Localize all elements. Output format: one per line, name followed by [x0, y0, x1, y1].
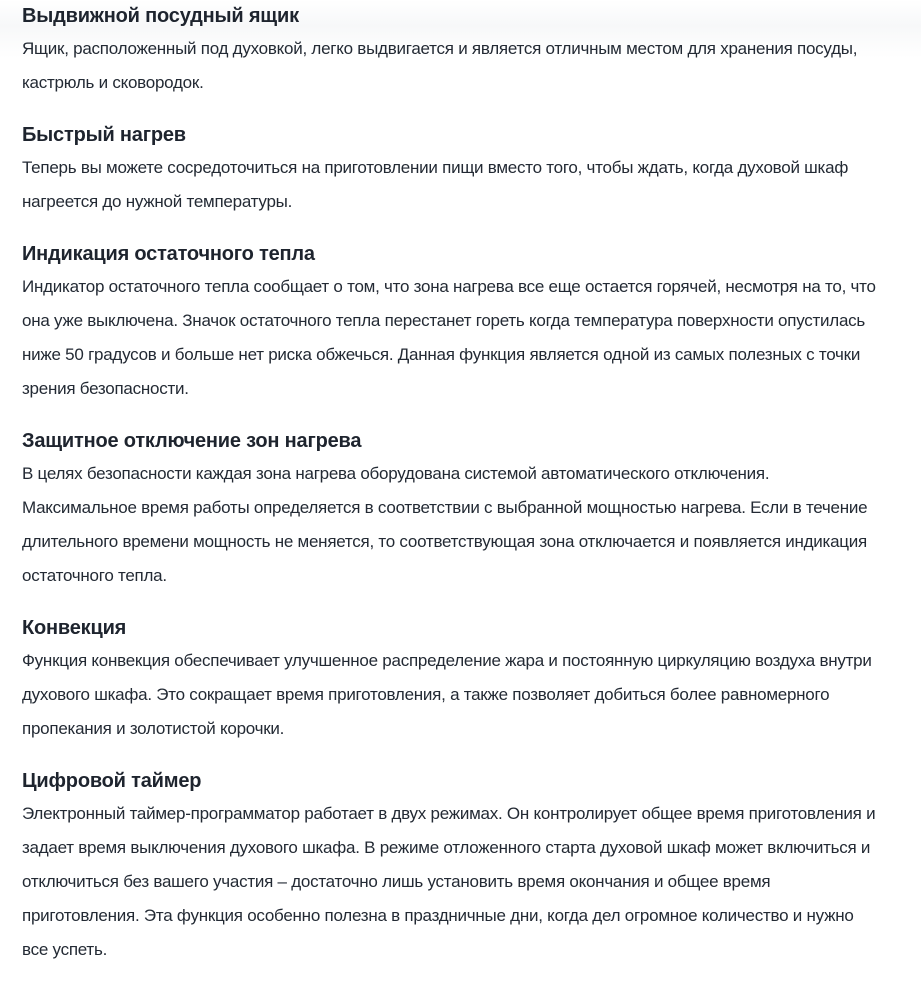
feature-section-convection [22, 616, 884, 746]
feature-section-residual-heat [22, 242, 884, 406]
feature-heading: Быстрый нагрев [22, 124, 186, 146]
feature-section-digital-timer [22, 769, 884, 967]
feature-paragraph: Ящик, расположенный под духовкой, легко выдвигается и является отличным местом для хранения посуды, кастрюль и сковородок. [22, 39, 858, 92]
feature-heading: Цифровой таймер [22, 770, 202, 792]
feature-paragraph: Электронный таймер-программатор работает в двух режимах. Он контролирует общее время приготовления и задает время выключения духового шкафа. В режиме отложенного старта духовой шкаф может включиться и отключиться без вашего участия – достаточно лишь установить время окончания и общее время приготовления. Эта функция особенно полезна в праздничные дни, когда дел огромное количество и нужно все успеть. [22, 804, 876, 959]
feature-paragraph: В целях безопасности каждая зона нагрева оборудована системой автоматического отключения. Максимальное время работы определяется в соответствии с выбранной мощностью нагрева. Если в течение длительного времени мощность не меняется, то соответствующая зона отключается и появляется индикация остаточного тепла. [22, 464, 868, 585]
feature-section-drawer [22, 4, 884, 100]
feature-section-fast-heating [22, 123, 884, 219]
feature-paragraph: Функция конвекция обеспечивает улучшенное распределение жара и постоянную циркуляцию воздуха внутри духового шкафа. Это сокращает время приготовления, а также позволяет добиться более равномерного пропекания и золотистой корочки. [22, 651, 872, 738]
feature-section-auto-shutoff [22, 429, 884, 593]
feature-paragraph: Индикатор остаточного тепла сообщает о том, что зона нагрева все еще остается горячей, несмотря на то, что она уже выключена. Значок остаточного тепла перестанет гореть когда температура поверхности опустилась ниже 50 градусов и больше нет риска обжечься. Данная функция является одной из самых полезных с точки зрения безопасности. [22, 277, 876, 398]
feature-heading: Выдвижной посудный ящик [22, 5, 299, 27]
feature-heading: Защитное отключение зон нагрева [22, 430, 362, 452]
feature-heading: Индикация остаточного тепла [22, 243, 315, 265]
feature-heading: Конвекция [22, 617, 127, 639]
feature-paragraph: Теперь вы можете сосредоточиться на приготовлении пищи вместо того, чтобы ждать, когда духовой шкаф нагреется до нужной температуры. [22, 158, 849, 211]
